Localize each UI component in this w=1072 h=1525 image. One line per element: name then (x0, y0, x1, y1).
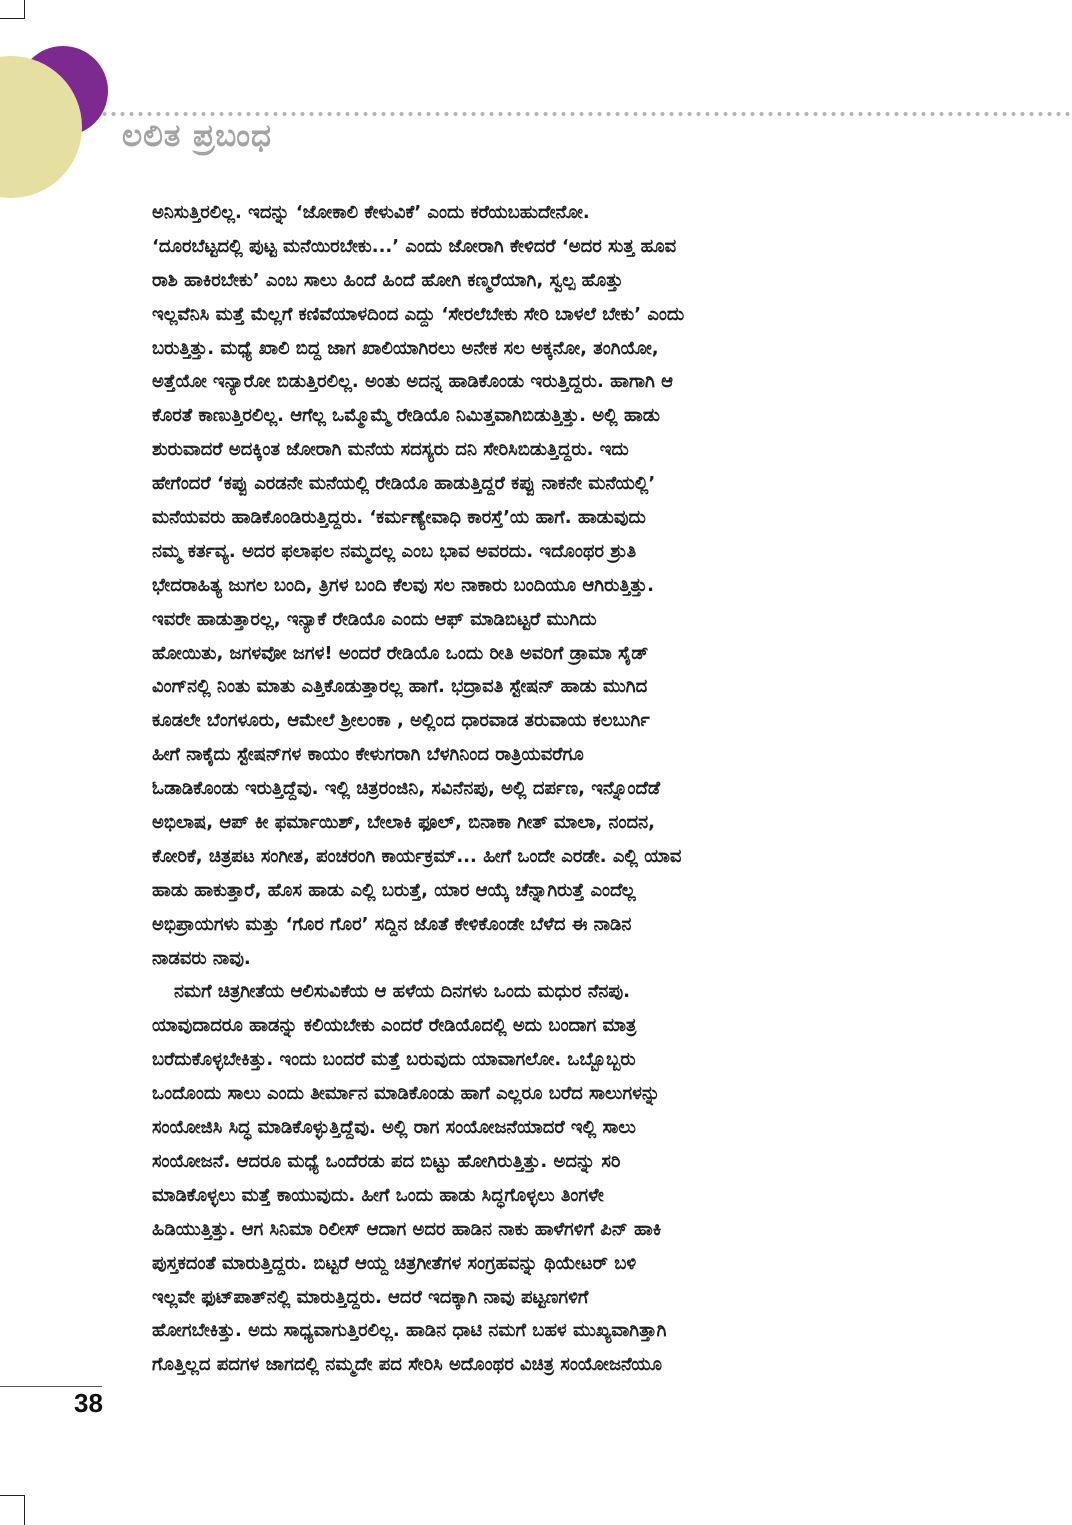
dotted-header-rule (100, 111, 1072, 117)
text-line: ಸಂಯೋಜನೆ. ಆದರೂ ಮಧ್ಯೆ ಒಂದೆರಡು ಪದ ಬಿಟ್ಟು ಹೋಗಿರುತ್ತಿತ್ತು. ಅದನ್ನು ಸರಿ (152, 1150, 621, 1172)
text-line: ಮಾಡಿಕೊಳ್ಳಲು ಮತ್ತೆ ಕಾಯುವುದು. ಹೀಗೆ ಒಂದು ಹಾಡು ಸಿದ್ಧಗೊಳ್ಳಲು ತಿಂಗಳೇ (152, 1184, 604, 1206)
body-text (152, 196, 912, 1382)
page-number: 38 (74, 1388, 103, 1418)
text-line: ಓಡಾಡಿಕೊಂಡು ಇರುತ್ತಿದ್ದೆವು. ಇಲ್ಲಿ ಚಿತ್ರರಂಜಿನಿ, ಸವಿನೆನಪು, ಅಲ್ಲಿ ದರ್ಪಣ, ಇನ್ನೊಂದೆಡೆ (152, 778, 661, 800)
text-line: ಹೇಗೆಂದರೆ ‘ಕಪ್ಪು ಎರಡನೇ ಮನೆಯಲ್ಲಿ ರೇಡಿಯೊ ಹಾಡುತ್ತಿದ್ದರೆ ಕಪ್ಪು ನಾಕನೇ ಮನೆಯಲ್ಲಿ’ (152, 473, 656, 495)
text-line: ಕೊರತೆ ಕಾಣುತ್ತಿರಲಿಲ್ಲ. ಆಗೆಲ್ಲ ಒಮ್ಮೊಮ್ಮೆ ರೇಡಿಯೊ ನಿಮಿತ್ತವಾಗಿಬಿಡುತ್ತಿತ್ತು. ಅಲ್ಲಿ ಹಾಡು (152, 405, 660, 427)
text-line: ಇಲ್ಲವೇ ಫುಟ್‌ಪಾತ್‌ನಲ್ಲಿ ಮಾರುತ್ತಿದ್ದರು. ಆದರೆ ಇದಕ್ಕಾಗಿ ನಾವು ಪಟ್ಟಣಗಳಿಗೆ (152, 1286, 589, 1308)
paragraph-start-line: ನಮಗೆ ಚಿತ್ರಗೀತೆಯ ಆಲಿಸುವಿಕೆಯ ಆ ಹಳೆಯ ದಿನಗಳು ಒಂದು ಮಧುರ ನೆನಪು. (174, 981, 630, 1003)
text-line: ಅಭಿಪ್ರಾಯಗಳು ಮತ್ತು ‘ಗೊರ ಗೊರ’ ಸದ್ದಿನ ಜೊತೆ ಕೇಳಿಕೊಂಡೇ ಬೆಳೆದ ಈ ನಾಡಿನ (152, 913, 632, 935)
text-line: ನಮ್ಮ ಕರ್ತವ್ಯ. ಅದರ ಫಲಾಫಲ ನಮ್ಮದಲ್ಲ ಎಂಬ ಭಾವ ಅವರದು. ಇದೊಂಥರ ಶ್ರುತಿ (152, 540, 637, 562)
text-line: ‘ದೂರಬೆಟ್ಟದಲ್ಲಿ ಪುಟ್ಟ ಮನೆಯಿರಬೇಕು...’ ಎಂದು ಜೋರಾಗಿ ಕೇಳಿದರೆ ‘ಅದರ ಸುತ್ತ ಹೂವ (152, 235, 677, 257)
text-line: ವಿಂಗ್‌ನಲ್ಲಿ ನಿಂತು ಮಾತು ಎತ್ತಿಕೊಡುತ್ತಾರಲ್ಲ ಹಾಗೆ. ಭದ್ರಾವತಿ ಸ್ಟೇಷನ್ ಹಾಡು ಮುಗಿದ (152, 676, 648, 698)
text-line: ಬರೆದುಕೊಳ್ಳಬೇಕಿತ್ತು. ಇಂದು ಬಂದರೆ ಮತ್ತೆ ಬರುವುದು ಯಾವಾಗಲೋ. ಒಬ್ಬೊಬ್ಬರು (152, 1049, 636, 1071)
text-line: ಹೋಗಬೇಕಿತ್ತು. ಅದು ಸಾಧ್ಯವಾಗುತ್ತಿರಲಿಲ್ಲ. ಹಾಡಿನ ಧಾಟಿ ನಮಗೆ ಬಹಳ ಮುಖ್ಯವಾಗಿತ್ತಾಗಿ (152, 1320, 667, 1342)
crop-mark (0, 1495, 25, 1496)
text-line: ಅಭಿಲಾಷ, ಆಪ್ ಕೀ ಫರ್ಮಾಯಿಶ್, ಬೇಲಾಕಿ ಫೂಲ್, ಬಿನಾಕಾ ಗೀತ್ ಮಾಲಾ, ನಂದನ, (152, 812, 655, 834)
text-line: ಅತ್ತೆಯೋ ಇನ್ಯಾರೋ ಬಿಡುತ್ತಿರಲಿಲ್ಲ. ಅಂತು ಅದನ್ನ ಹಾಡಿಕೊಂಡು ಇರುತ್ತಿದ್ದರು. ಹಾಗಾಗಿ ಆ (152, 371, 674, 393)
text-line: ಯಾವುದಾದರೂ ಹಾಡನ್ನು ಕಲಿಯಬೇಕು ಎಂದರೆ ರೇಡಿಯೊದಲ್ಲಿ ಅದು ಬಂದಾಗ ಮಾತ್ರ (152, 1015, 637, 1037)
text-line: ನಾಡವರು ನಾವು. (152, 947, 251, 969)
text-line: ಹೀಗೆ ನಾಕೈದು ಸ್ಟೇಷನ್‌ಗಳ ಕಾಯಂ ಕೇಳುಗರಾಗಿ ಬೆಳಗಿನಿಂದ ರಾತ್ರಿಯವರೆಗೂ (152, 744, 584, 766)
text-line: ಶುರುವಾದರೆ ಅದಕ್ಕಿಂತ ಜೋರಾಗಿ ಮನೆಯ ಸದಸ್ಯರು ದನಿ ಸೇರಿಸಿಬಿಡುತ್ತಿದ್ದರು. ಇದು (152, 439, 629, 461)
text-line: ಗೊತ್ತಿಲ್ಲದ ಪದಗಳ ಜಾಗದಲ್ಲಿ ನಮ್ಮದೇ ಪದ ಸೇರಿಸಿ ಅದೊಂಥರ ವಿಚಿತ್ರ ಸಂಯೋಜನೆಯೂ (152, 1354, 662, 1376)
text-line: ಕೂಡಲೇ ಬೆಂಗಳೂರು, ಆಮೇಲೆ ಶ್ರೀಲಂಕಾ , ಅಲ್ಲಿಂದ ಧಾರವಾಡ ತರುವಾಯ ಕಲಬುರ್ಗಿ (152, 710, 650, 732)
section-title: ಲಲಿತ ಪ್ರಬಂಧ (122, 118, 273, 154)
text-line: ಒಂದೊಂದು ಸಾಲು ಎಂದು ತೀರ್ಮಾನ ಮಾಡಿಕೊಂಡು ಹಾಗೆ ಎಲ್ಲರೂ ಬರೆದ ಸಾಲುಗಳನ್ನು (152, 1083, 661, 1105)
text-line: ಭೇದರಾಹಿತ್ಯ ಜುಗಲ ಬಂದಿ, ತ್ರಿಗಳ ಬಂದಿ ಕೆಲವು ಸಲ ನಾಕಾರು ಬಂದಿಯೂ ಆಗಿರುತ್ತಿತ್ತು. (152, 574, 655, 596)
text-line: ಹಾಡು ಹಾಕುತ್ತಾರೆ, ಹೊಸ ಹಾಡು ಎಲ್ಲಿ ಬರುತ್ತೆ, ಯಾರ ಆಯ್ಕೆ ಚೆನ್ನಾಗಿರುತ್ತೆ ಎಂದೆಲ್ಲ (152, 879, 636, 901)
crop-mark (24, 0, 25, 18)
text-line: ಇಲ್ಲವೆನಿಸಿ ಮತ್ತೆ ಮೆಲ್ಲಗೆ ಕಣಿವೆಯಾಳದಿಂದ ಎದ್ದು ‘ಸೇರಲೆಬೇಕು ಸೇರಿ ಬಾಳಲೆ ಬೇಕು’ ಎಂದು (152, 303, 685, 325)
text-line: ಅನಿಸುತ್ತಿರಲಿಲ್ಲ. ಇದನ್ನು ‘ಜೋಕಾಲಿ ಕೇಳುವಿಕೆ’ ಎಂದು ಕರೆಯಬಹುದೇನೋ. (152, 202, 590, 223)
text-line: ಮನೆಯವರು ಹಾಡಿಕೊಂಡಿರುತ್ತಿದ್ದರು. ‘ಕರ್ಮಣ್ಯೇವಾಧಿ ಕಾರಸ್ತೆ’ಯ ಹಾಗೆ. ಹಾಡುವುದು (152, 507, 646, 529)
crop-mark (24, 1496, 25, 1525)
text-line: ಕೋರಿಕೆ, ಚಿತ್ರಪಟ ಸಂಗೀತ, ಪಂಚರಂಗಿ ಕಾರ್ಯಕ್ರಮ್... ಹೀಗೆ ಒಂದೇ ಎರಡೇ. ಎಲ್ಲಿ ಯಾವ (152, 845, 682, 867)
crop-mark (0, 18, 25, 19)
text-line: ಇವರೇ ಹಾಡುತ್ತಾರಲ್ಲ, ಇನ್ಯಾಕೆ ರೇಡಿಯೊ ಎಂದು ಆಫ್ ಮಾಡಿಬಿಟ್ಟರೆ ಮುಗಿದು (152, 608, 597, 630)
text-line: ಹೋಯಿತು, ಜಗಳವೋ ಜಗಳ! ಅಂದರೆ ರೇಡಿಯೊ ಒಂದು ರೀತಿ ಅವರಿಗೆ ಡ್ರಾಮಾ ಸೈಡ್ (152, 642, 649, 664)
text-line: ಪುಸ್ತಕದಂತೆ ಮಾರುತ್ತಿದ್ದರು. ಬಿಟ್ಟರೆ ಆಯ್ದ ಚಿತ್ರಗೀತೆಗಳ ಸಂಗ್ರಹವನ್ನು ಥಿಯೇಟರ್ ಬಳಿ (152, 1252, 637, 1274)
footer-rule (0, 1386, 102, 1387)
text-line: ರಾಶಿ ಹಾಕಿರಬೇಕು’ ಎಂಬ ಸಾಲು ಹಿಂದೆ ಹಿಂದೆ ಹೋಗಿ ಕಣ್ಮರೆಯಾಗಿ, ಸ್ವಲ್ಪ ಹೊತ್ತು (152, 269, 624, 291)
text-line: ಬರುತ್ತಿತ್ತು. ಮಧ್ಯೆ ಖಾಲಿ ಬಿದ್ದ ಜಾಗ ಖಾಲಿಯಾಗಿರಲು ಅನೇಕ ಸಲ ಅಕ್ಕನೋ, ತಂಗಿಯೋ, (152, 337, 659, 359)
text-line: ಸಂಯೋಜಿಸಿ ಸಿದ್ಧ ಮಾಡಿಕೊಳ್ಳುತ್ತಿದ್ದೆವು. ಅಲ್ಲಿ ರಾಗ ಸಂಯೋಜನೆಯಾದರೆ ಇಲ್ಲಿ ಸಾಲು (152, 1117, 636, 1139)
text-line: ಹಿಡಿಯುತ್ತಿತ್ತು. ಆಗ ಸಿನಿಮಾ ರಿಲೀಸ್ ಆದಾಗ ಅದರ ಹಾಡಿನ ನಾಕು ಹಾಳೆಗಳಿಗೆ ಪಿನ್ ಹಾಕಿ (152, 1218, 662, 1240)
